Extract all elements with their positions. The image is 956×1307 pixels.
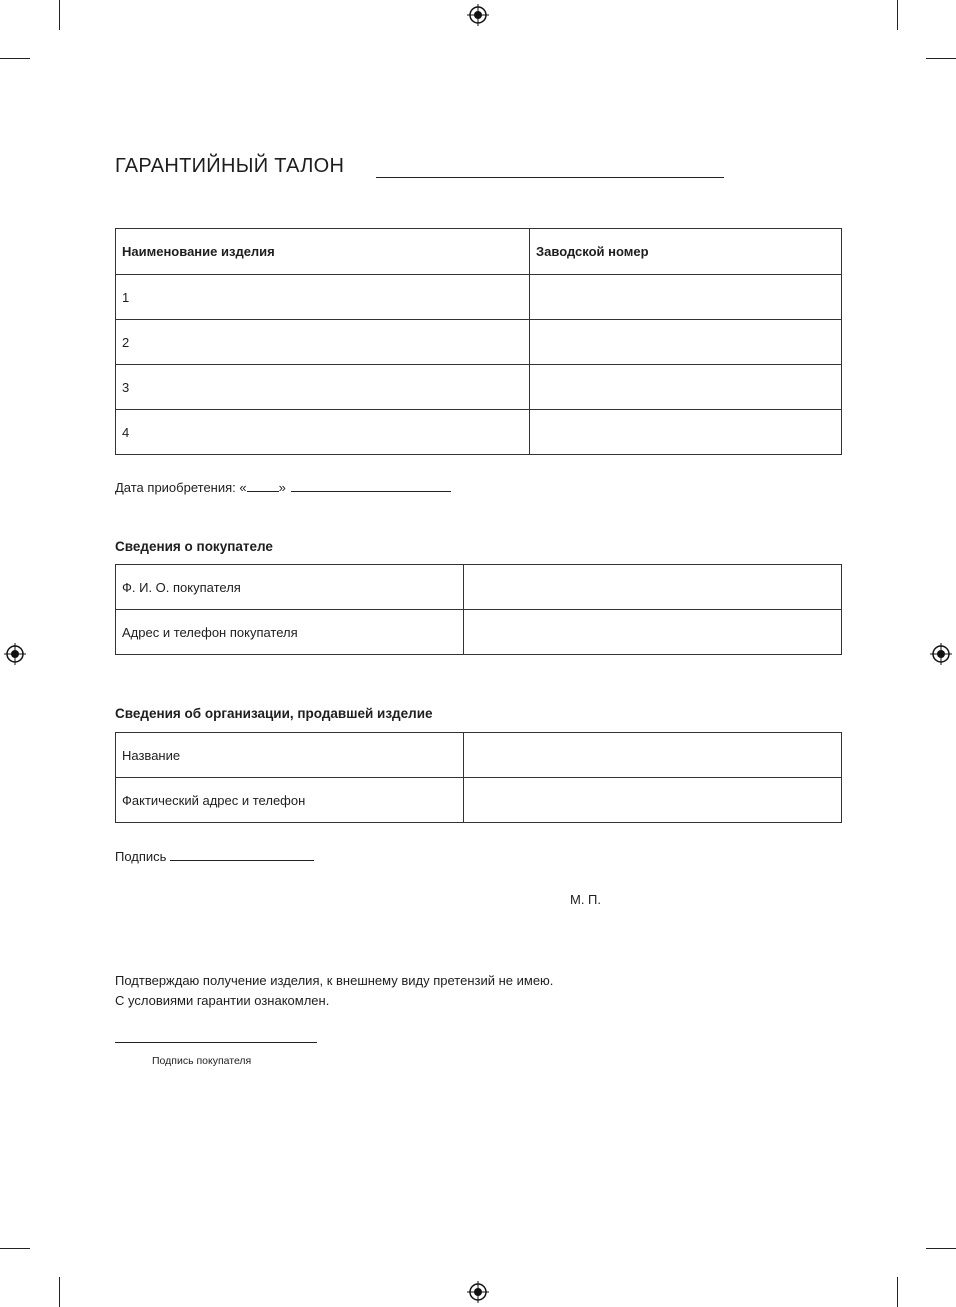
stamp-place-label: М. П. xyxy=(570,892,602,907)
purchase-month-year-field[interactable] xyxy=(291,490,451,492)
crop-mark-top-right xyxy=(897,0,898,30)
close-quote: » xyxy=(278,480,286,495)
header-serial-number: Заводской номер xyxy=(530,229,842,275)
serial-cell[interactable] xyxy=(530,275,842,320)
crop-mark-top-left-h xyxy=(0,58,30,59)
crop-mark-bottom-right xyxy=(897,1277,898,1307)
signature-label: Подпись xyxy=(115,849,167,864)
registration-mark-top-icon xyxy=(467,4,489,26)
signature-field[interactable] xyxy=(170,859,314,861)
title-fill-line[interactable] xyxy=(376,177,724,178)
buyer-table xyxy=(115,564,842,655)
crop-mark-top-right-h xyxy=(926,58,956,59)
seller-table xyxy=(115,732,842,823)
buyer-signature-line[interactable] xyxy=(115,1042,317,1043)
crop-mark-bottom-left xyxy=(59,1277,60,1307)
product-cell[interactable]: 1 xyxy=(116,275,530,320)
product-cell[interactable]: 4 xyxy=(116,410,530,455)
table-row xyxy=(116,410,842,455)
buyer-section-heading: Сведения о покупателе xyxy=(115,539,273,554)
table-row xyxy=(116,320,842,365)
product-cell[interactable]: 2 xyxy=(116,320,530,365)
seller-address-label: Фактический адрес и телефон xyxy=(116,778,464,823)
buyer-name-field[interactable] xyxy=(464,565,842,610)
table-row xyxy=(116,365,842,410)
seller-section-heading: Сведения об организации, продавшей изделие xyxy=(115,706,433,721)
serial-cell[interactable] xyxy=(530,410,842,455)
table-row xyxy=(116,610,842,655)
seller-signature xyxy=(115,849,314,864)
buyer-name-label: Ф. И. О. покупателя xyxy=(116,565,464,610)
table-row xyxy=(116,733,842,778)
table-row xyxy=(116,275,842,320)
table-row xyxy=(116,778,842,823)
open-quote: « xyxy=(239,480,247,495)
serial-cell[interactable] xyxy=(530,320,842,365)
crop-mark-bottom-right-h xyxy=(926,1248,956,1249)
confirmation-line-1: Подтверждаю получение изделия, к внешнему виду претензий не имею. xyxy=(115,973,554,988)
buyer-address-field[interactable] xyxy=(464,610,842,655)
seller-name-field[interactable] xyxy=(464,733,842,778)
seller-name-label: Название xyxy=(116,733,464,778)
header-product-name: Наименование изделия xyxy=(116,229,530,275)
buyer-signature-caption: Подпись покупателя xyxy=(152,1055,252,1067)
purchase-day-field[interactable] xyxy=(247,490,279,492)
purchase-date-label: Дата приобретения: xyxy=(115,480,236,495)
table-row xyxy=(116,565,842,610)
purchase-date xyxy=(115,480,451,495)
products-header-row xyxy=(116,229,842,275)
products-table xyxy=(115,228,842,455)
product-cell[interactable]: 3 xyxy=(116,365,530,410)
buyer-address-label: Адрес и телефон покупателя xyxy=(116,610,464,655)
page-title: ГАРАНТИЙНЫЙ ТАЛОН xyxy=(115,155,345,177)
registration-mark-left-icon xyxy=(4,643,26,665)
seller-address-field[interactable] xyxy=(464,778,842,823)
serial-cell[interactable] xyxy=(530,365,842,410)
registration-mark-bottom-icon xyxy=(467,1281,489,1303)
confirmation-line-2: С условиями гарантии ознакомлен. xyxy=(115,993,330,1008)
registration-mark-right-icon xyxy=(930,643,952,665)
crop-mark-bottom-left-h xyxy=(0,1248,30,1249)
crop-mark-top-left xyxy=(59,0,60,30)
